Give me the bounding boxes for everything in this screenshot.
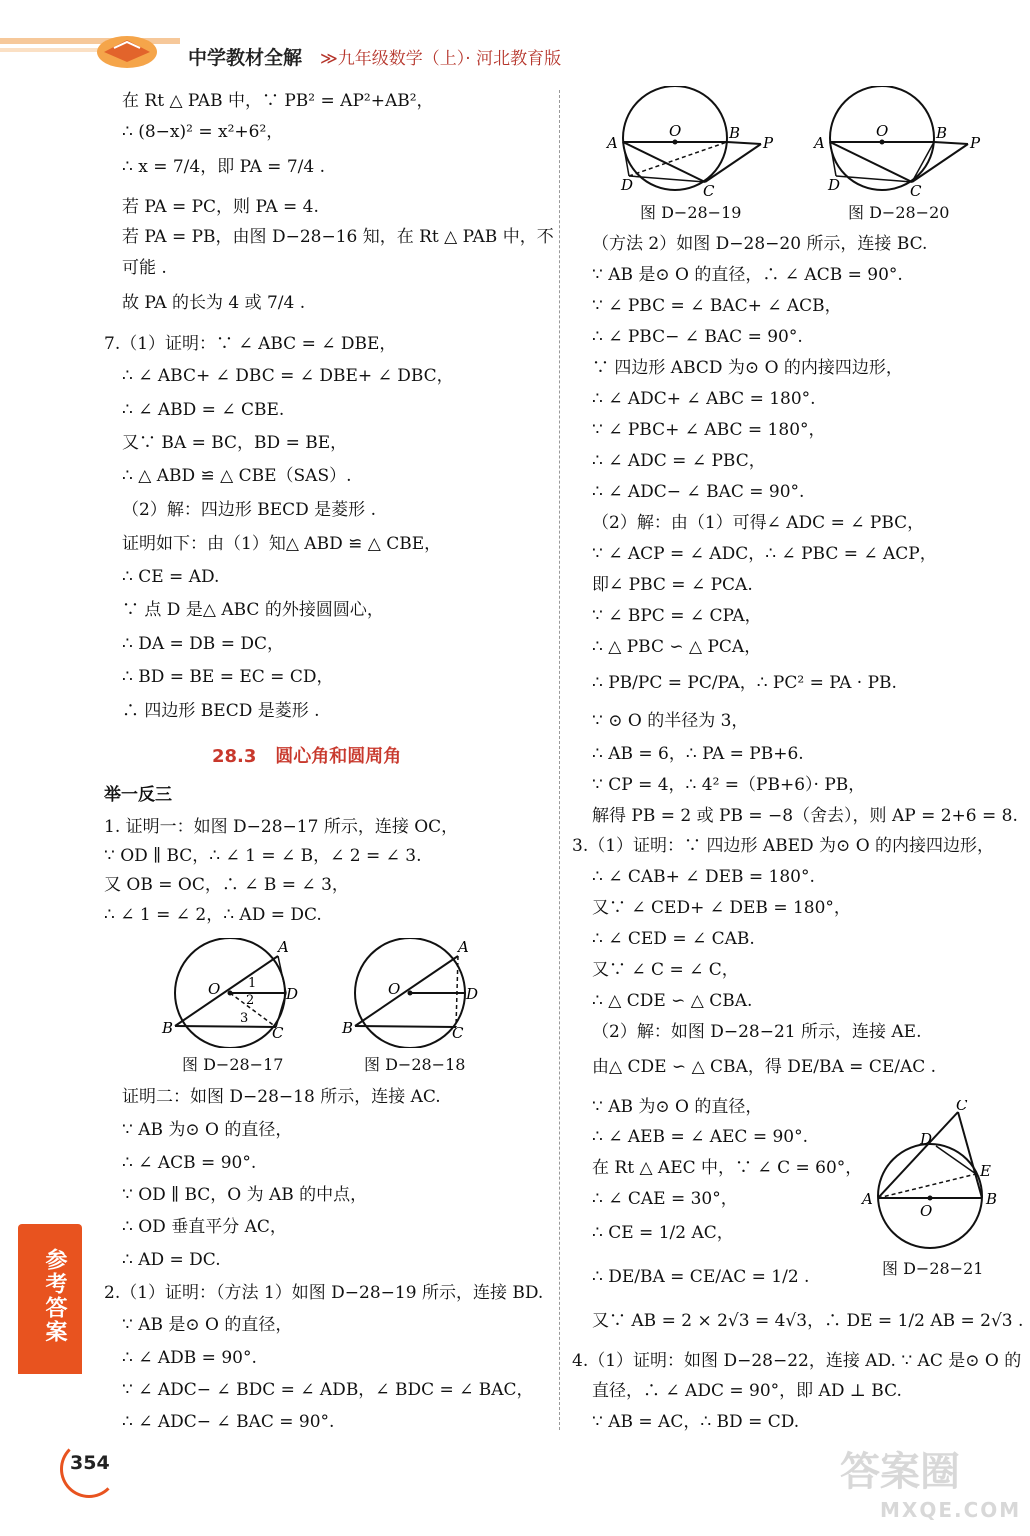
- text-line: ∵ ∠ BPC = ∠ CPA，: [592, 606, 762, 626]
- svg-text:D: D: [286, 985, 299, 1003]
- section-number: 28.3: [212, 746, 257, 767]
- text-line: ∴ △ ABD ≌ △ CBE（SAS）.: [122, 466, 352, 486]
- text-line: ∴ BD = BE = EC = CD，: [122, 667, 334, 687]
- caption-d-28-21: 图 D−28−21: [882, 1259, 984, 1278]
- text-line: ∴ AB = 6，∴ PA = PB+6.: [592, 744, 804, 764]
- figure-d-28-21: [858, 1100, 1008, 1250]
- text-line: ∴ △ PBC ∽ △ PCA，: [592, 637, 762, 657]
- text-line: ∴ ∠ ADC− ∠ BAC = 90°.: [122, 1412, 335, 1432]
- watermark-url: MXQE.COM: [880, 1498, 1022, 1522]
- text-line: ∵ AB = AC，∴ BD = CD.: [592, 1412, 800, 1432]
- text-line: ∴ ∠ ACB = 90°.: [122, 1153, 257, 1173]
- svg-text:P: P: [763, 134, 774, 152]
- subheading: 举一反三: [104, 785, 172, 805]
- text-line: ∴ ∠ PBC− ∠ BAC = 90°.: [592, 327, 803, 347]
- book-subtitle: ≫九年级数学（上）· 河北教育版: [320, 49, 562, 69]
- svg-text:D: D: [466, 985, 479, 1003]
- svg-text:3: 3: [240, 1011, 249, 1026]
- text-line: 在 Rt △ AEC 中，∵ ∠ C = 60°，: [592, 1158, 863, 1178]
- section-title-text: 圆心角和圆周角: [275, 746, 402, 767]
- text-line: 3.（1）证明：∵ 四边形 ABED 为⊙ O 的内接四边形，: [572, 836, 995, 856]
- text-line: 直径，∴ ∠ ADC = 90°，即 AD ⊥ BC.: [592, 1381, 902, 1401]
- text-line: ∴ ∠ ABC+ ∠ DBC = ∠ DBE+ ∠ DBC，: [122, 366, 454, 386]
- text-line: ∵ ⊙ O 的半径为 3，: [592, 711, 749, 731]
- text-line: ∴ △ CDE ∽ △ CBA.: [592, 991, 753, 1011]
- text-line: ∵ CP = 4，∴ 4² =（PB+6）· PB，: [592, 775, 866, 795]
- text-line: ∴ 四边形 BECD 是菱形 .: [122, 701, 320, 721]
- text-line: 4.（1）证明：如图 D−28−22，连接 AD. ∵ AC 是⊙ O 的: [572, 1351, 1022, 1371]
- figure-d-28-19: [603, 86, 783, 200]
- text-line: 又∵ AB = 2 × 2√3 = 4√3，∴ DE = 1/2 AB = 2√3 .: [592, 1311, 1024, 1331]
- svg-text:B: B: [162, 1019, 174, 1037]
- book-title: 中学教材全解: [188, 47, 303, 69]
- text-line: ∴ CE = AD.: [122, 567, 220, 587]
- text-line: （2）解：四边形 BECD 是菱形 .: [122, 500, 376, 520]
- text-line: 若 PA = PC，则 PA = 4.: [122, 197, 319, 217]
- svg-text:A: A: [814, 134, 825, 152]
- text-line: 又∵ ∠ CED+ ∠ DEB = 180°，: [592, 898, 851, 918]
- text-line: ∵ ∠ PBC+ ∠ ABC = 180°，: [592, 420, 826, 440]
- text-line: （2）解：由（1）可得∠ ADC = ∠ PBC，: [592, 513, 925, 533]
- text-line: ∵ ∠ PBC = ∠ BAC+ ∠ ACB，: [592, 296, 842, 316]
- text-line: （方法 2）如图 D−28−20 所示，连接 BC.: [592, 234, 928, 254]
- text-line: 可能 .: [122, 258, 167, 278]
- svg-text:1: 1: [248, 976, 257, 991]
- text-line: ∴ PB/PC = PC/PA，∴ PC² = PA · PB.: [592, 673, 897, 693]
- text-line: 7.（1）证明：∵ ∠ ABC = ∠ DBE，: [104, 334, 397, 354]
- section-title: [212, 746, 401, 768]
- svg-text:C: C: [910, 182, 922, 200]
- column-divider: [559, 90, 560, 1430]
- svg-text:A: A: [458, 938, 469, 956]
- text-line: ∴ (8−x)² = x²+6²，: [122, 122, 284, 142]
- text-line: ∴ ∠ ADC = ∠ PBC，: [592, 451, 766, 471]
- text-line: 在 Rt △ PAB 中，∵ PB² = AP²+AB²，: [122, 91, 434, 111]
- figure-d-28-18: [340, 938, 490, 1048]
- text-line: ∴ OD 垂直平分 AC，: [122, 1217, 287, 1237]
- text-line: ∵ AB 是⊙ O 的直径，∴ ∠ ACB = 90°.: [592, 265, 903, 285]
- svg-text:O: O: [920, 1202, 933, 1220]
- text-line: ∵ AB 为⊙ O 的直径，: [592, 1097, 763, 1117]
- text-line: ∵ ∠ ADC− ∠ BDC = ∠ ADB，∠ BDC = ∠ BAC，: [122, 1380, 534, 1400]
- text-line: ∴ x = 7/4，即 PA = 7/4 .: [122, 157, 325, 177]
- text-line: ∵ AB 是⊙ O 的直径，: [122, 1315, 293, 1335]
- text-line: ∴ ∠ ADC+ ∠ ABC = 180°.: [592, 389, 816, 409]
- text-line: ∵ AB 为⊙ O 的直径，: [122, 1120, 293, 1140]
- svg-text:B: B: [986, 1190, 998, 1208]
- text-line: ∴ ∠ ADC− ∠ BAC = 90°.: [592, 482, 805, 502]
- text-line: ∵ OD ∥ BC，O 为 AB 的中点，: [122, 1185, 368, 1205]
- text-line: 2.（1）证明：（方法 1）如图 D−28−19 所示，连接 BD.: [104, 1283, 544, 1303]
- svg-text:C: C: [956, 1100, 968, 1114]
- text-line: ∴ DE/BA = CE/AC = 1/2 .: [592, 1267, 810, 1287]
- svg-text:C: C: [703, 182, 715, 200]
- text-line: 又∵ ∠ C = ∠ C，: [592, 960, 739, 980]
- svg-text:A: A: [607, 134, 618, 152]
- text-line: ∴ ∠ CAB+ ∠ DEB = 180°.: [592, 867, 815, 887]
- text-line: ∴ ∠ ABD = ∠ CBE.: [122, 400, 285, 420]
- text-line: 故 PA 的长为 4 或 7/4 .: [122, 293, 306, 313]
- text-line: ∴ AD = DC.: [122, 1250, 221, 1270]
- text-line: ∴ ∠ CAE = 30°，: [592, 1189, 738, 1209]
- figure-d-28-17: [158, 938, 308, 1048]
- page-number: 354: [70, 1452, 110, 1474]
- text-line: ∵ OD ∥ BC，∴ ∠ 1 = ∠ B，∠ 2 = ∠ 3.: [104, 846, 422, 866]
- svg-text:B: B: [729, 124, 741, 142]
- figure-d-28-20: [810, 86, 990, 200]
- caption-d-28-18: 图 D−28−18: [364, 1055, 466, 1074]
- text-line: ∵ 点 D 是△ ABC 的外接圆圆心，: [122, 600, 384, 620]
- svg-text:C: C: [452, 1024, 464, 1042]
- text-line: ∴ ∠ AEB = ∠ AEC = 90°.: [592, 1127, 809, 1147]
- svg-text:O: O: [208, 980, 221, 998]
- text-line: ∴ ∠ ADB = 90°.: [122, 1348, 257, 1368]
- text-line: 解得 PB = 2 或 PB = −8（舍去），则 AP = 2+6 = 8.: [592, 806, 1018, 826]
- text-line: 由△ CDE ∽ △ CBA，得 DE/BA = CE/AC .: [592, 1057, 937, 1077]
- caption-d-28-19: 图 D−28−19: [640, 203, 742, 222]
- text-line: 若 PA = PB，由图 D−28−16 知，在 Rt △ PAB 中，不: [122, 227, 554, 247]
- text-line: 证明二：如图 D−28−18 所示，连接 AC.: [122, 1087, 441, 1107]
- text-line: 即∠ PBC = ∠ PCA.: [592, 575, 753, 595]
- svg-text:O: O: [388, 980, 401, 998]
- text-line: 又∵ BA = BC，BD = BE，: [122, 433, 348, 453]
- text-line: 又 OB = OC，∴ ∠ B = ∠ 3，: [104, 875, 349, 895]
- svg-text:B: B: [936, 124, 948, 142]
- svg-text:E: E: [980, 1162, 991, 1180]
- answers-side-tab-label: 参考答案: [42, 1248, 67, 1344]
- text-line: ∴ ∠ 1 = ∠ 2，∴ AD = DC.: [104, 905, 322, 925]
- svg-text:D: D: [920, 1130, 933, 1148]
- svg-text:C: C: [272, 1024, 284, 1042]
- svg-text:O: O: [876, 122, 889, 140]
- svg-text:B: B: [342, 1019, 354, 1037]
- text-line: ∴ ∠ CED = ∠ CAB.: [592, 929, 755, 949]
- svg-text:A: A: [862, 1190, 873, 1208]
- text-line: ∴ CE = 1/2 AC，: [592, 1223, 734, 1243]
- book-logo-icon: [92, 26, 162, 70]
- caption-d-28-17: 图 D−28−17: [182, 1055, 284, 1074]
- svg-text:P: P: [970, 134, 981, 152]
- svg-text:A: A: [278, 938, 289, 956]
- svg-text:O: O: [669, 122, 682, 140]
- text-line: ∵ ∠ ACP = ∠ ADC，∴ ∠ PBC = ∠ ACP，: [592, 544, 937, 564]
- svg-text:D: D: [828, 176, 841, 194]
- text-line: （2）解：如图 D−28−21 所示，连接 AE.: [592, 1022, 922, 1042]
- watermark: 答案圈: [840, 1449, 960, 1495]
- text-line: 1. 证明一：如图 D−28−17 所示，连接 OC，: [104, 817, 459, 837]
- text-line: ∴ DA = DB = DC，: [122, 634, 284, 654]
- text-line: 证明如下：由（1）知△ ABD ≌ △ CBE，: [122, 534, 442, 554]
- svg-text:D: D: [621, 176, 634, 194]
- svg-text:2: 2: [246, 993, 255, 1008]
- caption-d-28-20: 图 D−28−20: [848, 203, 950, 222]
- text-line: ∵ 四边形 ABCD 为⊙ O 的内接四边形，: [592, 358, 903, 378]
